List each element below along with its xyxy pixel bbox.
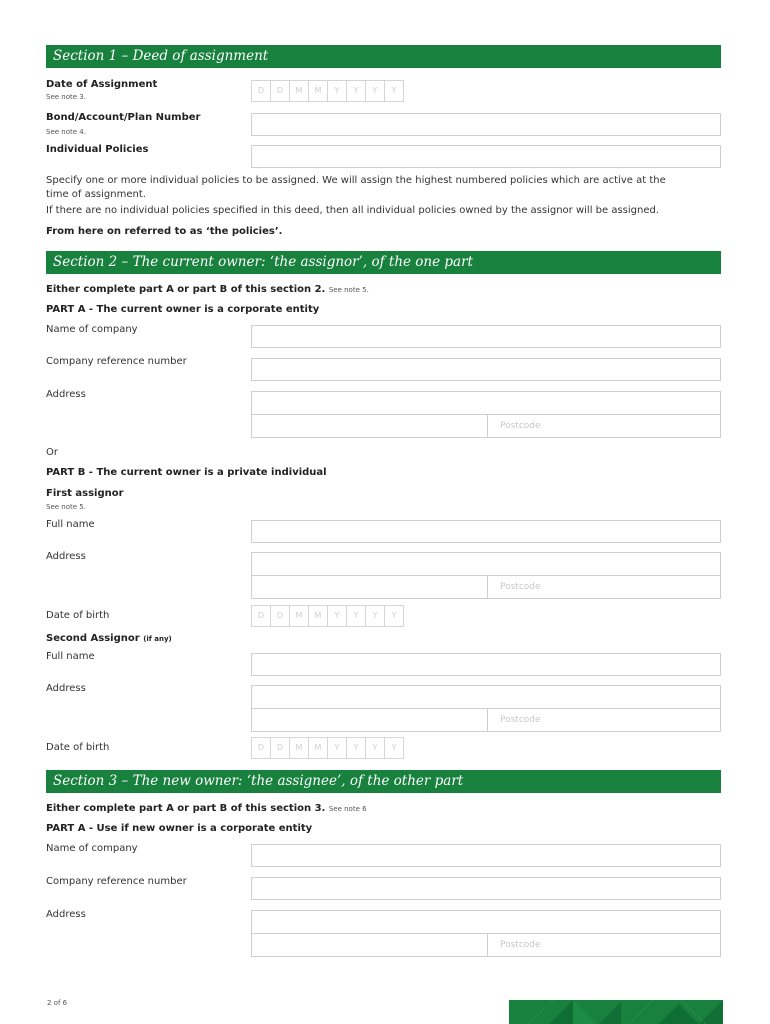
date-cell-y2[interactable]: Y [346, 605, 366, 627]
second-assignor-if-any: (if any) [143, 635, 172, 643]
policies-instruction-line1: Specify one or more individual policies to be assigned. We will assign the highest numbered policies which are active at the [46, 175, 666, 186]
date-cell-y3[interactable]: Y [365, 737, 385, 759]
individual-policies-field[interactable] [251, 145, 721, 168]
date-cell-y3[interactable]: Y [365, 605, 385, 627]
company-address-field[interactable] [251, 391, 721, 438]
first-full-name-label: Full name [46, 519, 95, 530]
assignee-address-field[interactable] [251, 910, 721, 957]
date-cell-m2[interactable]: M [308, 80, 328, 102]
company-ref-field[interactable] [251, 358, 721, 381]
date-cell-m2[interactable]: M [308, 605, 328, 627]
date-cell-y2[interactable]: Y [346, 80, 366, 102]
date-cell-m2[interactable]: M [308, 737, 328, 759]
company-name-field[interactable] [251, 325, 721, 348]
footer-pattern-graphic [509, 1000, 723, 1024]
date-cell-m1[interactable]: M [289, 605, 309, 627]
first-full-name-field[interactable] [251, 520, 721, 543]
section-3-either-text: Either complete part A or part B of this section 3. See note 6 [46, 803, 367, 814]
bond-number-note: See note 4. [46, 128, 86, 136]
assignee-company-name-field[interactable] [251, 844, 721, 867]
second-address-field[interactable] [251, 685, 721, 732]
second-address-label: Address [46, 683, 86, 694]
second-dob-label: Date of birth [46, 742, 110, 753]
section-2-part-b-heading: PART B - The current owner is a private individual [46, 467, 327, 478]
date-cell-d2[interactable]: D [270, 737, 290, 759]
second-full-name-label: Full name [46, 651, 95, 662]
date-cell-y4[interactable]: Y [384, 737, 404, 759]
first-assignor-heading: First assignor [46, 488, 124, 499]
section-2-part-a-heading: PART A - The current owner is a corporate entity [46, 304, 320, 315]
first-dob-label: Date of birth [46, 610, 110, 621]
first-postcode-field[interactable]: Postcode [487, 576, 721, 598]
individual-policies-label: Individual Policies [46, 144, 149, 155]
date-cell-d1[interactable]: D [251, 80, 271, 102]
second-postcode-field[interactable]: Postcode [487, 709, 721, 731]
company-ref-label: Company reference number [46, 356, 187, 367]
policies-instruction-line2: time of assignment. [46, 189, 146, 200]
page-number: 2 of 6 [47, 999, 68, 1007]
bond-number-field[interactable] [251, 113, 721, 136]
assignee-company-ref-field[interactable] [251, 877, 721, 900]
or-text: Or [46, 447, 58, 458]
section-3-either-note: See note 6 [328, 805, 367, 813]
date-of-assignment-note: See note 3. [46, 93, 86, 101]
date-cell-y3[interactable]: Y [365, 80, 385, 102]
first-address-field[interactable] [251, 552, 721, 599]
company-address-label: Address [46, 389, 86, 400]
section-2-either-note: See note 5. [328, 286, 369, 294]
date-cell-y2[interactable]: Y [346, 737, 366, 759]
first-assignor-note: See note 5. [46, 503, 86, 511]
date-of-assignment-label: Date of Assignment [46, 79, 158, 90]
second-full-name-field[interactable] [251, 653, 721, 676]
second-dob-input[interactable] [252, 737, 404, 759]
first-address-label: Address [46, 551, 86, 562]
section-3-part-a-heading: PART A - Use if new owner is a corporate entity [46, 823, 313, 834]
date-cell-y1[interactable]: Y [327, 605, 347, 627]
date-cell-d1[interactable]: D [251, 737, 271, 759]
second-assignor-heading: Second Assignor (if any) [46, 633, 172, 644]
date-cell-y1[interactable]: Y [327, 737, 347, 759]
date-cell-d1[interactable]: D [251, 605, 271, 627]
bond-number-label: Bond/Account/Plan Number [46, 112, 201, 123]
section-3-header: Section 3 – The new owner: ‘the assignee’, of the other part [46, 770, 721, 793]
policies-default-note: If there are no individual policies specified in this deed, then all individual policies owned by the assignor will be assigned. [46, 205, 660, 216]
date-cell-y1[interactable]: Y [327, 80, 347, 102]
section-2-header: Section 2 – The current owner: ‘the assignor’, of the one part [46, 251, 721, 274]
date-cell-d2[interactable]: D [270, 80, 290, 102]
assignee-company-name-label: Name of company [46, 843, 138, 854]
first-dob-input[interactable] [252, 605, 404, 627]
date-cell-d2[interactable]: D [270, 605, 290, 627]
date-cell-m1[interactable]: M [289, 80, 309, 102]
assignee-postcode-field[interactable]: Postcode [487, 934, 721, 956]
section-2-either-text: Either complete part A or part B of this section 2. See note 5. [46, 284, 369, 295]
date-of-assignment-input[interactable] [252, 80, 404, 102]
assignee-address-label: Address [46, 909, 86, 920]
policies-referred-text: From here on referred to as ‘the policies’. [46, 226, 283, 237]
company-postcode-field[interactable]: Postcode [487, 415, 721, 437]
footer-pattern-svg [509, 1000, 723, 1024]
date-cell-m1[interactable]: M [289, 737, 309, 759]
date-cell-y4[interactable]: Y [384, 605, 404, 627]
date-cell-y4[interactable]: Y [384, 80, 404, 102]
section-1-header: Section 1 – Deed of assignment [46, 45, 721, 68]
company-name-label: Name of company [46, 324, 138, 335]
assignee-company-ref-label: Company reference number [46, 876, 187, 887]
